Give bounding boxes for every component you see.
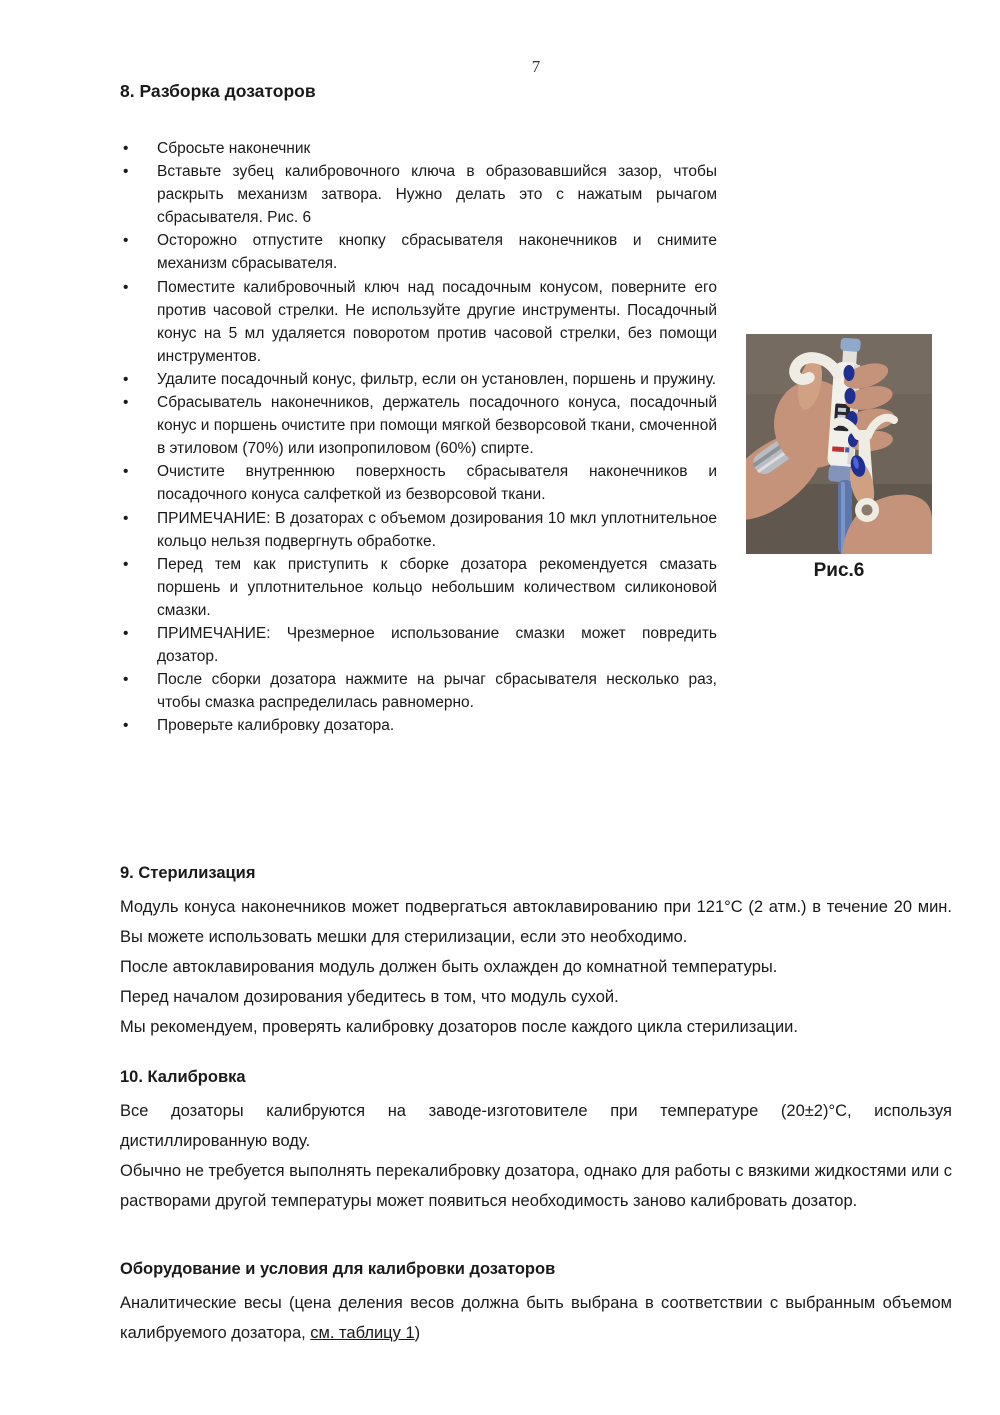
- section-9-sterilization: [120, 860, 952, 1042]
- list-item: • ПРИМЕЧАНИЕ: Чрезмерное использование смазки может повредить дозатор.: [120, 622, 717, 668]
- pipette-calibration-photo-illustration: [746, 334, 932, 554]
- paragraph: Перед началом дозирования убедитесь в том, что модуль сухой.: [120, 988, 619, 1006]
- list-item: • ПРИМЕЧАНИЕ: В дозаторах с объемом дозирования 10 мкл уплотнительное кольцо нельзя подвергнуть обработке.: [120, 507, 717, 553]
- paragraph: Все дозаторы калибруются на заводе-изготовителе при температуре (20±2)°С, используя дистиллированную воду.: [120, 1102, 952, 1150]
- equipment-heading: Оборудование и условия для калибровки дозаторов: [120, 1260, 556, 1278]
- paragraph: Мы рекомендуем, проверять калибровку дозаторов после каждого цикла стерилизации.: [120, 1018, 798, 1036]
- table-1-reference: см. таблицу 1: [310, 1324, 415, 1342]
- section-9-heading: 9. Стерилизация: [120, 864, 256, 882]
- list-item: • Перед тем как приступить к сборке дозатора рекомендуется смазать поршень и уплотнительное кольцо небольшим количеством силиконовой смазки.: [120, 553, 717, 622]
- list-item: • Поместите калибровочный ключ над посадочным конусом, поверните его против часовой стрелки. Не используйте другие инструменты. Посадочный конус на 5 мл удаляется поворотом против часовой стрелки, без помощи инструментов.: [120, 276, 717, 368]
- section-8-heading: 8. Разборка дозаторов: [120, 81, 316, 101]
- list-item: • После сборки дозатора нажмите на рычаг сбрасывателя несколько раз, чтобы смазка распределилась равномерно.: [120, 668, 717, 714]
- list-item: • Сбросьте наконечник: [120, 137, 717, 160]
- paragraph: Модуль конуса наконечников может подвергаться автоклавированию при 121°С (2 атм.) в течение 20 мин. Вы можете использовать мешки для стерилизации, если это необходимо.: [120, 898, 952, 946]
- section-8-bullet-list: [120, 137, 717, 737]
- list-item: • Очистите внутреннюю поверхность сбрасывателя наконечников и посадочного конуса салфеткой из безворсовой ткани.: [120, 460, 717, 506]
- list-item: • Вставьте зубец калибровочного ключа в образовавшийся зазор, чтобы раскрыть механизм затвора. Нужно делать это с нажатым рычагом сбрасывателя. Рис. 6: [120, 160, 717, 229]
- section-10-heading: 10. Калибровка: [120, 1068, 246, 1086]
- page-number: 7: [531, 57, 541, 76]
- paragraph: Обычно не требуется выполнять перекалибровку дозатора, однако для работы с вязкими жидкостями или с растворами другой температуры может появиться необходимость заново калибровать дозатор.: [120, 1162, 952, 1210]
- list-item: • Сбрасыватель наконечников, держатель посадочного конуса, посадочный конус и поршень очистите при помощи мягкой безворсовой ткани, смоченной в этиловом (70%) или изопропиловом (60%) спирте.: [120, 391, 717, 460]
- paragraph: После автоклавирования модуль должен быть охлажден до комнатной температуры.: [120, 958, 778, 976]
- section-10-calibration: [120, 1064, 952, 1216]
- figure-6-caption: Рис.6: [813, 560, 865, 581]
- equipment-paragraph: [120, 1288, 952, 1348]
- list-item: • Удалите посадочный конус, фильтр, если он установлен, поршень и пружину.: [120, 368, 717, 391]
- paragraph-text: ): [414, 1324, 421, 1342]
- figure-6-photo: [746, 334, 932, 554]
- section-equipment-conditions: [120, 1256, 952, 1348]
- list-item: • Осторожно отпустите кнопку сбрасывателя наконечников и снимите механизм сбрасывателя.: [120, 229, 717, 275]
- list-item: • Проверьте калибровку дозатора.: [120, 714, 717, 737]
- paragraph-text: Аналитические весы (цена деления весов должна быть выбрана в соответствии с выбранным объемом калибруемого дозатора,: [120, 1294, 952, 1342]
- brand-label: [832, 446, 844, 452]
